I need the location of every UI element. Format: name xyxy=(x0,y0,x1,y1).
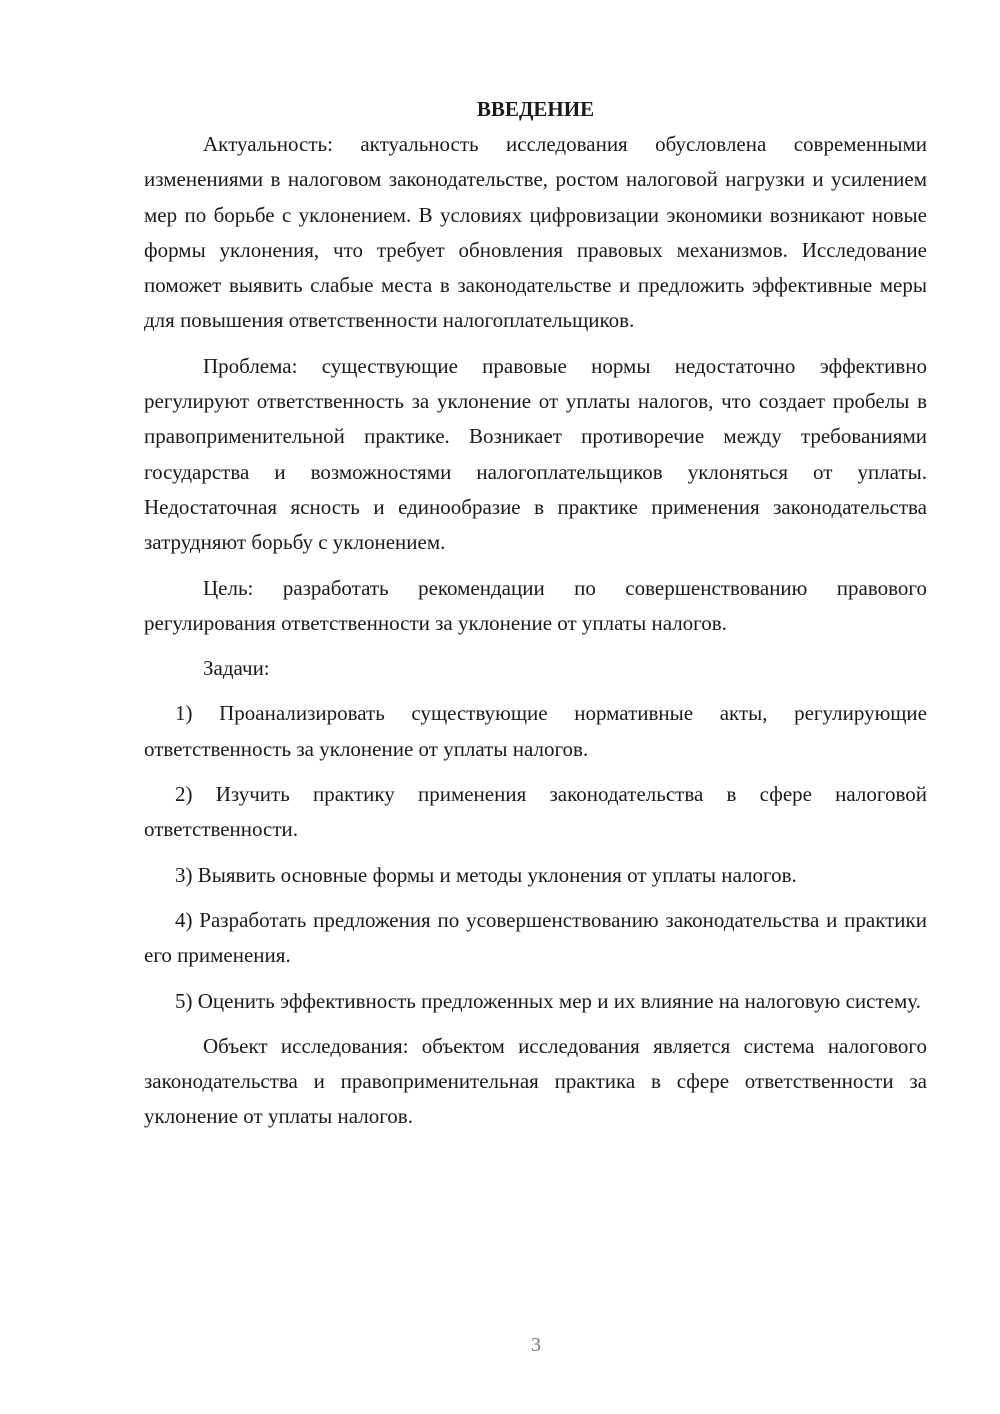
tasks-label: Задачи: xyxy=(203,656,270,681)
task-item-1: 1) Проанализировать существующие нормативные акты, регулирующие ответственность за уклонение от уплаты налогов. xyxy=(144,701,927,761)
page-content xyxy=(144,92,927,1145)
paragraph-goal: Цель: разработать рекомендации по совершенствованию правового регулирования ответственности за уклонение от уплаты налогов. xyxy=(144,575,927,635)
task-item-3: 3) Выявить основные формы и методы уклонения от уплаты налогов. xyxy=(175,862,797,887)
page-number: 3 xyxy=(531,1334,541,1356)
task-item-2: 2) Изучить практику применения законодательства в сфере налоговой ответственности. xyxy=(144,782,927,842)
paragraph-object: Объект исследования: объектом исследования является система налогового законодательства и правоприменительная практика в сфере ответственности за уклонение от уплаты налогов. xyxy=(144,1033,927,1129)
paragraph-relevance: Актуальность: актуальность исследования обусловлена современными изменениями в налоговом законодательстве, ростом налоговой нагрузки и усилением мер по борьбе с уклонением. В условиях цифровизации экономики возникают новые формы уклонения, что требует обновления правовых механизмов. Исследование поможет выявить слабые места в законодательстве и предложить эффективные меры для повышения ответственности налогоплательщиков. xyxy=(144,132,927,333)
section-title: ВВЕДЕНИЕ xyxy=(476,97,595,121)
task-item-4: 4) Разработать предложения по усовершенствованию законодательства и практики его применения. xyxy=(144,907,927,968)
task-item-5: 5) Оценить эффективность предложенных мер и их влияние на налоговую систему. xyxy=(175,988,921,1013)
paragraph-problem: Проблема: существующие правовые нормы недостаточно эффективно регулируют ответственность за уклонение от уплаты налогов, что создает пробелы в правоприменительной практике. Возникает противоречие между требованиями государства и возможностями налогоплательщиков уклоняться от уплаты. Недостаточная ясность и единообразие в практике применения законодательства затрудняют борьбу с уклонением. xyxy=(144,353,927,555)
